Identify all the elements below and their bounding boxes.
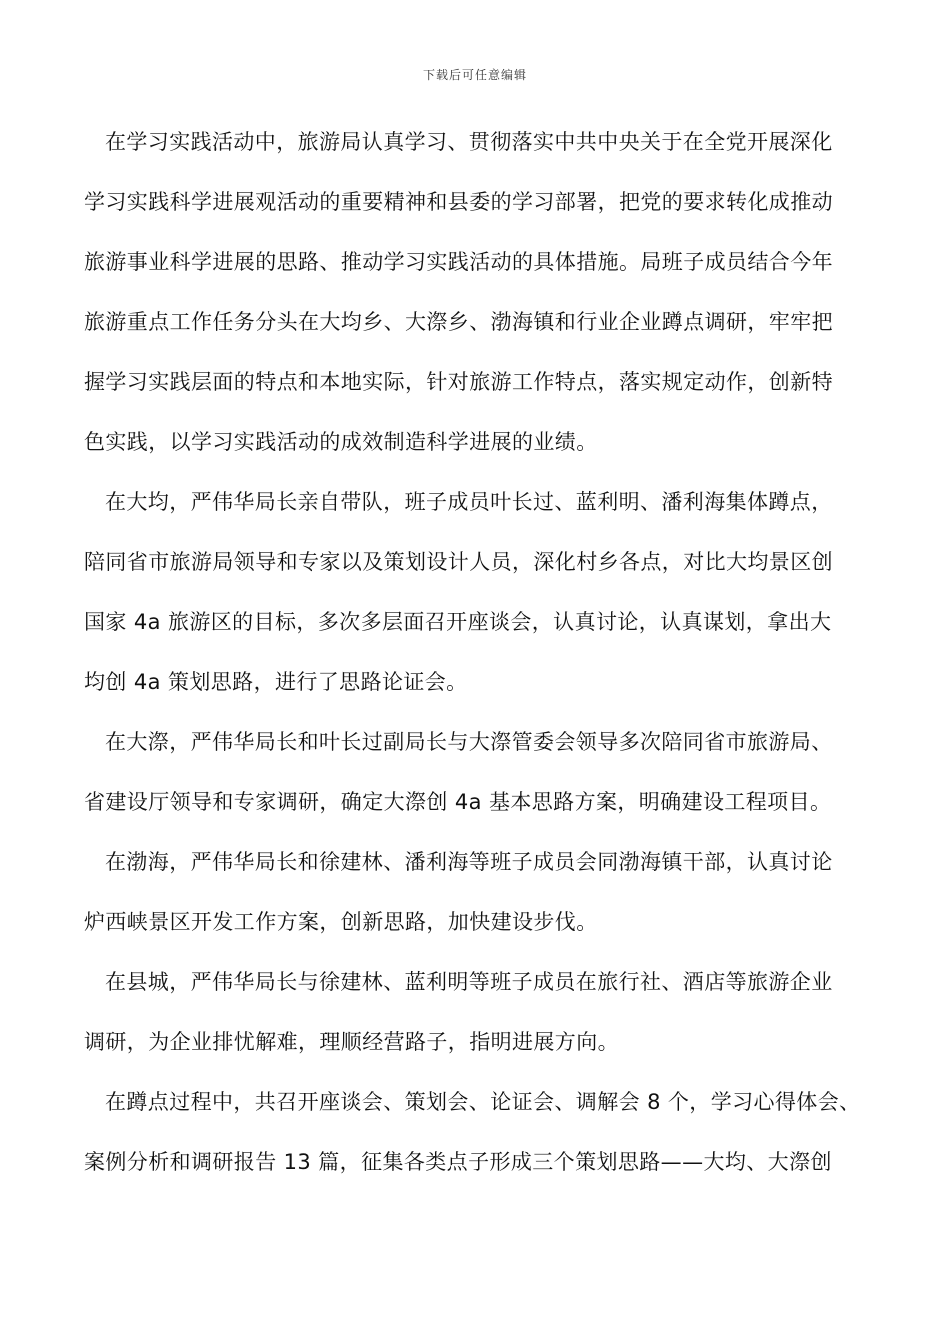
page-header-note: 下载后可任意编辑: [422, 68, 527, 82]
paragraph-line: 炉西峡景区开发工作方案，创新思路，加快建设步伐。: [84, 910, 598, 934]
paragraph-line: 旅游重点工作任务分头在大均乡、大漈乡、渤海镇和行业企业蹲点调研，牢牢把: [84, 310, 833, 334]
paragraph-line: 国家 4a 旅游区的目标，多次多层面召开座谈会，认真讨论，认真谋划，拿出大: [84, 610, 832, 634]
paragraph-line: 在学习实践活动中，旅游局认真学习、贯彻落实中共中央关于在全党开展深化: [105, 130, 833, 154]
paragraph-line: 案例分析和调研报告 13 篇，征集各类点子形成三个策划思路——大均、大漈创: [84, 1150, 832, 1174]
paragraph-line: 学习实践科学进展观活动的重要精神和县委的学习部署，把党的要求转化成推动: [84, 190, 833, 214]
paragraph-line: 色实践，以学习实践活动的成效制造科学进展的业绩。: [84, 430, 598, 454]
paragraph-2: [84, 472, 884, 712]
paragraph-line: 省建设厅领导和专家调研，确定大漈创 4a 基本思路方案，明确建设工程项目。: [84, 790, 832, 814]
paragraph-line: 旅游事业科学进展的思路、推动学习实践活动的具体措施。局班子成员结合今年: [84, 250, 833, 274]
paragraph-line: 握学习实践层面的特点和本地实际，针对旅游工作特点，落实规定动作，创新特: [84, 370, 833, 394]
paragraph-line: 在大漈，严伟华局长和叶长过副局长与大漈管委会领导多次陪同省市旅游局、: [105, 730, 833, 754]
paragraph-line: 陪同省市旅游局领导和专家以及策划设计人员，深化村乡各点，对比大均景区创: [84, 550, 833, 574]
paragraph-line: 在县城，严伟华局长与徐建林、蓝利明等班子成员在旅行社、酒店等旅游企业: [105, 970, 833, 994]
document-body: [84, 112, 884, 1192]
paragraph-line: 调研，为企业排忧解难，理顺经营路子，指明进展方向。: [84, 1030, 619, 1054]
paragraph-4: [84, 832, 884, 952]
paragraph-5: [84, 952, 884, 1072]
paragraph-3: [84, 712, 884, 832]
paragraph-1: [84, 112, 884, 472]
paragraph-line: 均创 4a 策划思路，进行了思路论证会。: [84, 670, 468, 694]
paragraph-6: [84, 1072, 884, 1192]
paragraph-line: 在大均，严伟华局长亲自带队，班子成员叶长过、蓝利明、潘利海集体蹲点，: [105, 490, 833, 514]
paragraph-line: 在渤海，严伟华局长和徐建林、潘利海等班子成员会同渤海镇干部，认真讨论: [105, 850, 833, 874]
paragraph-line: 在蹲点过程中，共召开座谈会、策划会、论证会、调解会 8 个，学习心得体会、: [105, 1090, 861, 1114]
